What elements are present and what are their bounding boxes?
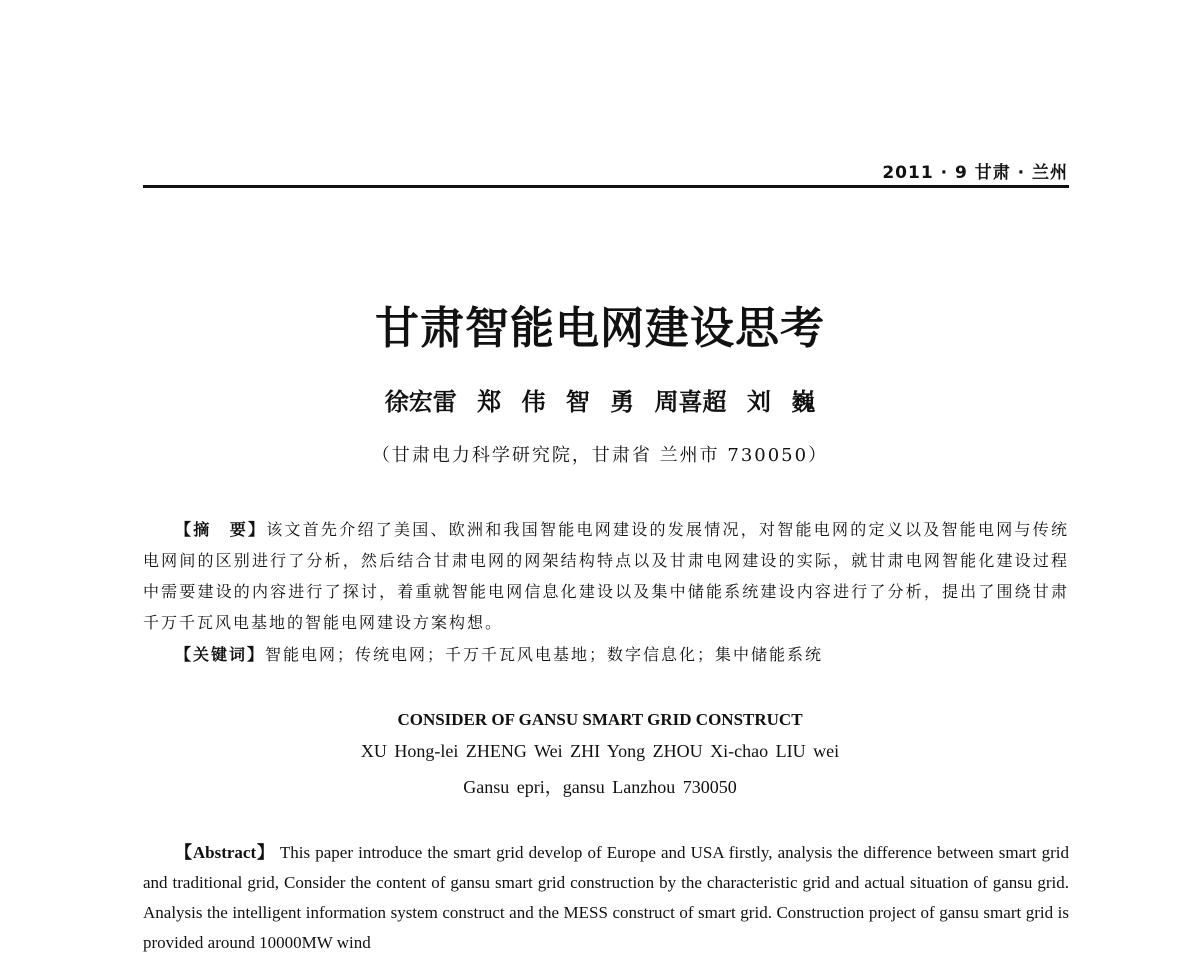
english-abstract-text: This paper introduce the smart grid develop of Europe and USA firstly, analysis the difference between smart grid and traditional grid, Consider the content of gansu smart grid construction by the characteristic grid and actual situation of gansu grid. Analysis the intelligent information system construct and the MESS construct of smart grid. Construction project of gansu smart grid is provided around 10000MW wind — [143, 843, 1070, 952]
english-abstract-label: 【Abstract】 — [175, 843, 275, 862]
english-author-list: XU Hong-lei ZHENG Wei ZHI Yong ZHOU Xi-chao LIU wei — [360, 741, 840, 761]
chinese-abstract-label: 【摘 要】 — [175, 520, 267, 539]
chinese-keywords — [175, 642, 1069, 665]
chinese-abstract-text: 该文首先介绍了美国、欧洲和我国智能电网建设的发展情况，对智能电网的定义以及智能电网与传统电网间的区别进行了分析，然后结合甘肃电网的网架结构特点以及甘肃电网建设的实际，就甘肃电网智能化建设过程中需要建设的内容进行了探讨，着重就智能电网信息化建设以及集中储能系统建设内容进行了分析，提出了围绕甘肃千万千瓦风电基地的智能电网建设方案构想。 — [143, 520, 1069, 632]
english-abstract — [143, 838, 1069, 958]
affiliation: （甘肃电力科学研究院，甘肃省 兰州市 730050） — [371, 445, 829, 466]
paper-title: 甘肃智能电网建设思考 — [375, 303, 825, 354]
english-affiliation: Gansu epri，gansu Lanzhou 730050 — [463, 777, 737, 797]
author-list: 徐宏雷 郑 伟 智 勇 周喜超 刘 巍 — [384, 387, 816, 416]
running-header: 2011 · 9 甘肃 · 兰州 — [882, 163, 1068, 183]
header-rule — [143, 185, 1069, 188]
chinese-abstract — [143, 514, 1069, 638]
chinese-keywords-text: 智能电网；传统电网；千万千瓦风电基地；数字信息化；集中储能系统 — [265, 645, 824, 664]
english-title: CONSIDER OF GANSU SMART GRID CONSTRUCT — [397, 710, 803, 729]
chinese-keywords-label: 【关键词】 — [175, 645, 266, 664]
